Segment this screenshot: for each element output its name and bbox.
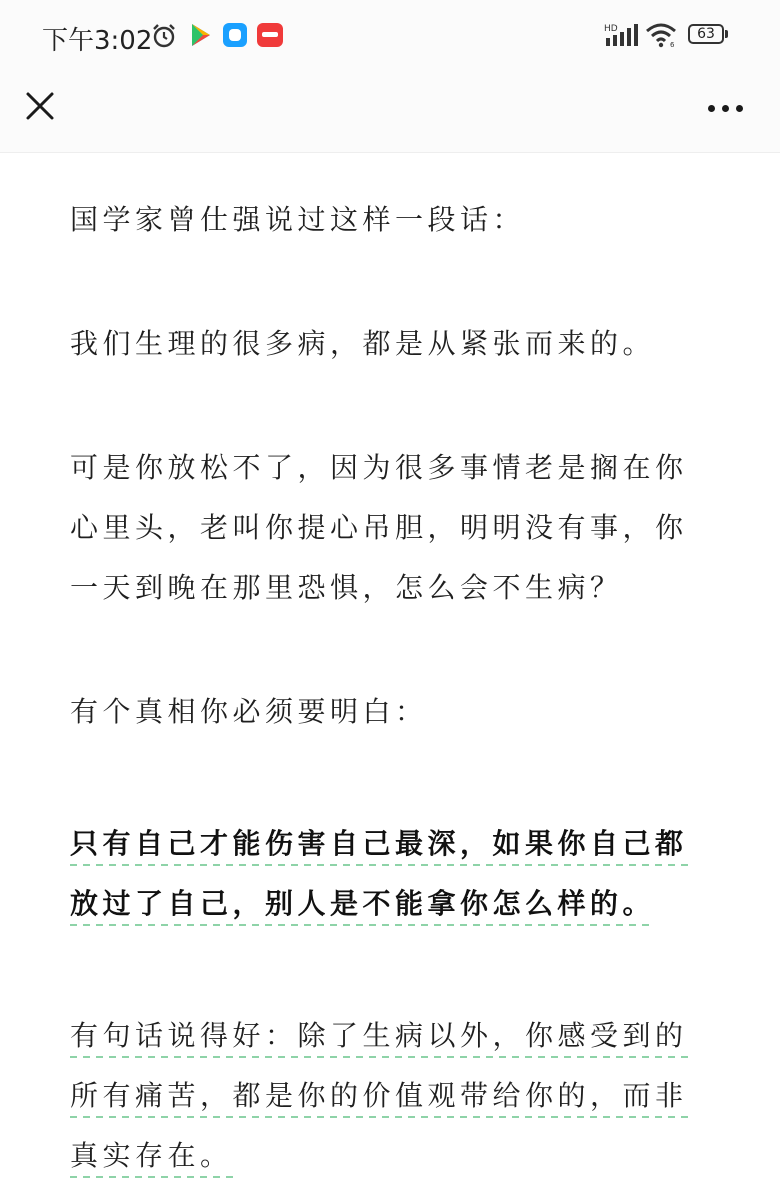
paragraph-line — [70, 874, 720, 934]
wifi-icon — [645, 22, 679, 48]
blue-app-icon — [222, 22, 248, 48]
nav-bar — [0, 72, 780, 153]
battery-tip — [725, 30, 728, 38]
underlined-text: 所有痛苦，都是你的价值观带给你的，而非 — [70, 1079, 688, 1118]
paragraph-intro: 国学家曾仕强说过这样一段话： — [70, 203, 526, 236]
hd-signal-icon — [604, 22, 640, 48]
paragraph-saying — [70, 1006, 720, 1186]
paragraph-line: 心里头，老叫你提心吊胆，明明没有事，你 — [70, 511, 688, 544]
paragraph-worry — [70, 438, 720, 618]
battery-level: 63 — [688, 24, 724, 44]
underlined-text: 真实存在。 — [70, 1139, 233, 1178]
svg-text:HD: HD — [604, 24, 618, 34]
more-dot — [722, 105, 729, 112]
highlighted-quote — [70, 814, 720, 934]
more-dot — [708, 105, 715, 112]
paragraph-line — [70, 1006, 720, 1066]
paragraph-line — [70, 1066, 720, 1126]
more-button[interactable] — [700, 88, 750, 128]
status-time: 下午3:02 — [42, 26, 153, 56]
underlined-text: 有句话说得好：除了生病以外，你感受到的 — [70, 1019, 688, 1058]
alarm-icon — [150, 22, 178, 50]
underlined-text: 只有自己才能伤害自己最深，如果你自己都 — [70, 827, 688, 866]
svg-text:6: 6 — [670, 41, 675, 48]
paragraph-line — [70, 1126, 720, 1186]
article-body — [70, 190, 720, 1186]
paragraph-line: 可是你放松不了，因为很多事情老是搁在你 — [70, 451, 688, 484]
play-store-icon — [189, 22, 213, 48]
status-bar — [0, 0, 780, 72]
paragraph-line: 一天到晚在那里恐惧，怎么会不生病？ — [70, 571, 623, 604]
close-button[interactable] — [20, 86, 60, 126]
close-icon — [20, 86, 60, 126]
paragraph-truth-intro: 有个真相你必须要明白： — [70, 695, 428, 728]
battery-icon — [688, 24, 728, 46]
more-dot — [736, 105, 743, 112]
paragraph-line — [70, 814, 720, 874]
paragraph-tension: 我们生理的很多病，都是从紧张而来的。 — [70, 327, 656, 360]
underlined-text: 放过了自己，别人是不能拿你怎么样的。 — [70, 887, 655, 926]
red-app-icon — [256, 22, 284, 48]
